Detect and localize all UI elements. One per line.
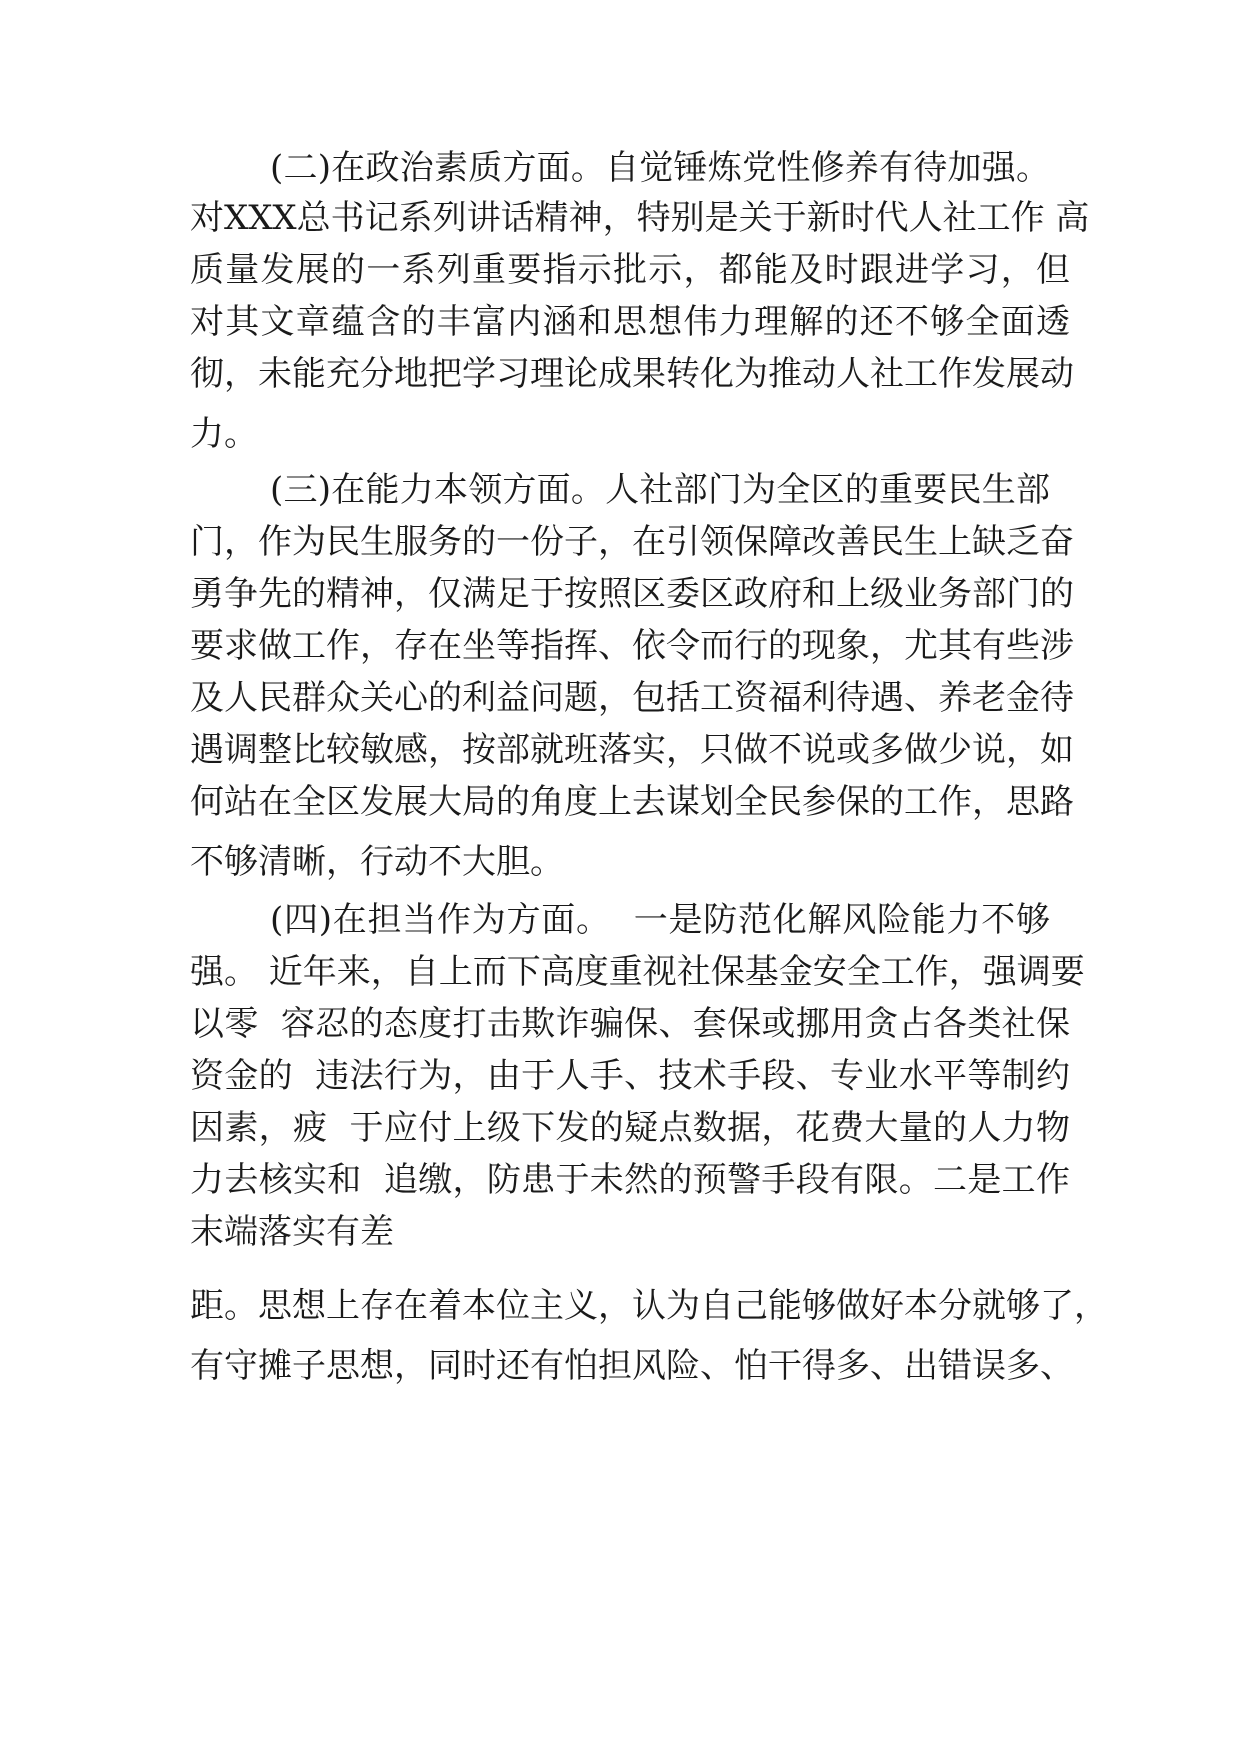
text-line-23: 有守摊子思想，同时还有怕担风险、怕干得多、出错误多、 (190, 1346, 1074, 1386)
text-line-11: 及人民群众关心的利益问题，包括工资福利待遇、养老金待 (190, 678, 1074, 718)
text-line-12: 遇调整比较敏感，按部就班落实，只做不说或多做少说，如 (190, 730, 1074, 770)
text-line-1: (二)在政治素质方面。自觉锤炼党性修养有待加强。 (270, 148, 1050, 188)
text-line-21: 末端落实有差 (190, 1212, 394, 1252)
text-line-2: 对XXX总书记系列讲话精神，特别是关于新时代人社工作 高 (190, 198, 1090, 238)
text-line-16: 强。 近年来，自上而下高度重视社保基金安全工作，强调要 (190, 952, 1085, 992)
text-line-18: 资金的 违法行为，由于人手、技术手段、专业水平等制约 (190, 1056, 1070, 1096)
text-line-7: (三)在能力本领方面。人社部门为全区的重要民生部 (270, 470, 1050, 510)
text-line-9: 勇争先的精神，仅满足于按照区委区政府和上级业务部门的 (190, 574, 1074, 614)
text-line-5: 彻，未能充分地把学习理论成果转化为推动人社工作发展动 (190, 354, 1074, 394)
text-line-20: 力去核实和 追缴，防患于未然的预警手段有限。二是工作 (190, 1160, 1070, 1200)
text-line-14: 不够清晰，行动不大胆。 (190, 842, 564, 882)
text-line-19: 因素，疲 于应付上级下发的疑点数据，花费大量的人力物 (190, 1108, 1070, 1148)
text-line-4: 对其文章蕴含的丰富内涵和思想伟力理解的还不够全面透 (190, 302, 1070, 342)
text-line-22: 距。思想上存在着本位主义，认为自己能够做好本分就够了， (190, 1286, 1108, 1326)
text-line-13: 何站在全区发展大局的角度上去谋划全民参保的工作，思路 (190, 782, 1074, 822)
text-line-10: 要求做工作，存在坐等指挥、依令而行的现象，尤其有些涉 (190, 626, 1074, 666)
text-line-6: 力。 (190, 414, 258, 454)
text-line-17: 以零 容忍的态度打击欺诈骗保、套保或挪用贪占各类社保 (190, 1004, 1070, 1044)
text-line-15: (四)在担当作为方面。 一是防范化解风险能力不够 (270, 900, 1050, 940)
text-line-3: 质量发展的一系列重要指示批示，都能及时跟进学习，但 (190, 250, 1070, 290)
text-line-8: 门，作为民生服务的一份子，在引领保障改善民生上缺乏奋 (190, 522, 1074, 562)
